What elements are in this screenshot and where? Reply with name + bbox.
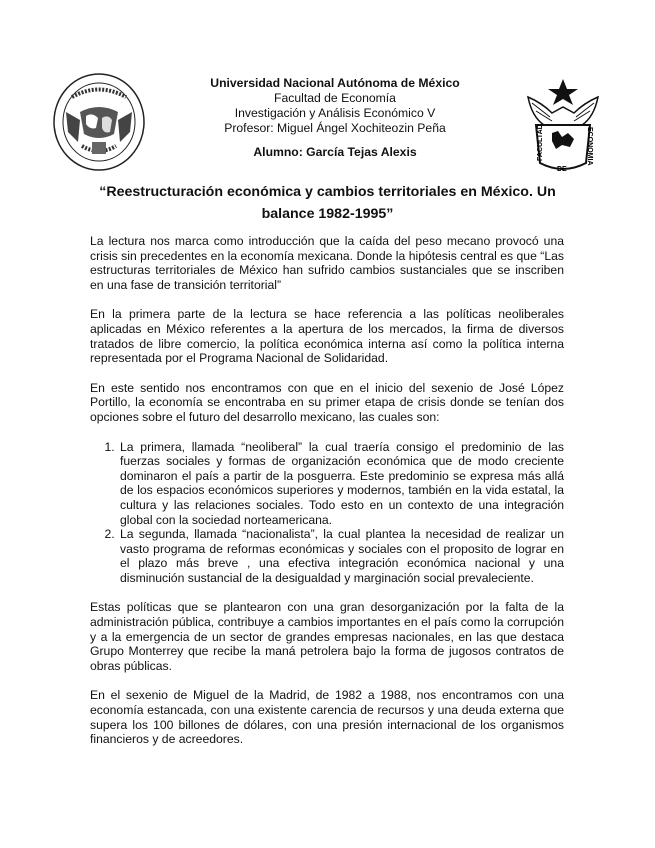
paragraph: En este sentido nos encontramos con que en el inicio del sexenio de José López Portillo, la economía se encontraba en su primer etapa de crisis donde se tenían dos opciones sobre el futuro del desarrollo mexicano, las cuales son: <box>90 380 564 424</box>
student-name: Alumno: García Tejas Alexis <box>253 145 417 159</box>
numbered-list <box>90 440 564 586</box>
unam-seal-icon <box>52 72 147 172</box>
right-logo-text-left: FACULTAD <box>537 124 544 161</box>
list-item: 2. La segunda, llamada “nacionalista”, la cual plantea la necesidad de realizar un vasto programa de reformas económicas y sociales con el proposito de lograr en el plazo más breve , una efectiva integración económica nacional y una disminución sustancial de la desigualdad y marginación social prevaleciente. <box>118 527 564 585</box>
paragraph: En el sexenio de Miguel de la Madrid, de 1982 a 1988, nos encontramos con una economía estancada, con una existente carencia de recursos y una deuda externa que supera los 100 billones de dólares, con una presión internacional de los organismos financieros y de acreedores. <box>90 688 564 747</box>
document-header <box>0 72 655 182</box>
document-title: “Reestructuración económica y cambios territoriales en México. Un balance 1982-1995” <box>99 184 556 222</box>
faculty-name: Facultad de Economía <box>274 91 396 105</box>
course-name: Investigación y Análisis Económico V <box>234 106 436 120</box>
faculty-shield-icon <box>522 77 604 177</box>
professor-name: Profesor: Miguel Ángel Xochiteozin Peña <box>224 121 446 135</box>
paragraph: En la primera parte de la lectura se hace referencia a las políticas neoliberales aplicadas en México referentes a la apertura de los mercados, la firma de diversos tratados de libre comercio, la política económica interna así como la política interna representada por el Programa Nacional de Solidaridad. <box>90 307 564 366</box>
list-item: 1. La primera, llamada “neoliberal” la cual traería consigo el predominio de las fuerzas sociales y formas de organización económica que de modo creciente dominaron el país a partir de la posguerra. Este predominio se expresa más allá de los espacios económicos superiores y modernos, también en la vida estatal, la cultura y las relaciones sociales. Todo esto en un contexto de una integración global con la sociedad norteamericana. <box>118 440 564 528</box>
right-logo-text-bottom: DE <box>557 166 567 173</box>
right-logo-text-right: ECONOMIA <box>586 127 593 166</box>
paragraph: La lectura nos marca como introducción que la caída del peso mecano provocó una crisis sin precedentes en la economía mexicana. Donde la hipótesis central es que “Las estructuras territoriales de México han sufrido cambios sustanciales que se inscriben en una fase de transición territorial” <box>90 234 564 292</box>
university-name: Universidad Nacional Autónoma de México <box>210 76 460 90</box>
document-body <box>90 234 564 762</box>
paragraph: Estas políticas que se plantearon con una gran desorganización por la falta de la administración pública, contribuye a cambios importantes en el país como la corrupción y a la emergencia de un sector de grandes empresas nacionales, en las que destaca Grupo Monterrey que recibe la maná petrolera bajo la forma de jugosos contratos de obras públicas. <box>90 600 564 673</box>
